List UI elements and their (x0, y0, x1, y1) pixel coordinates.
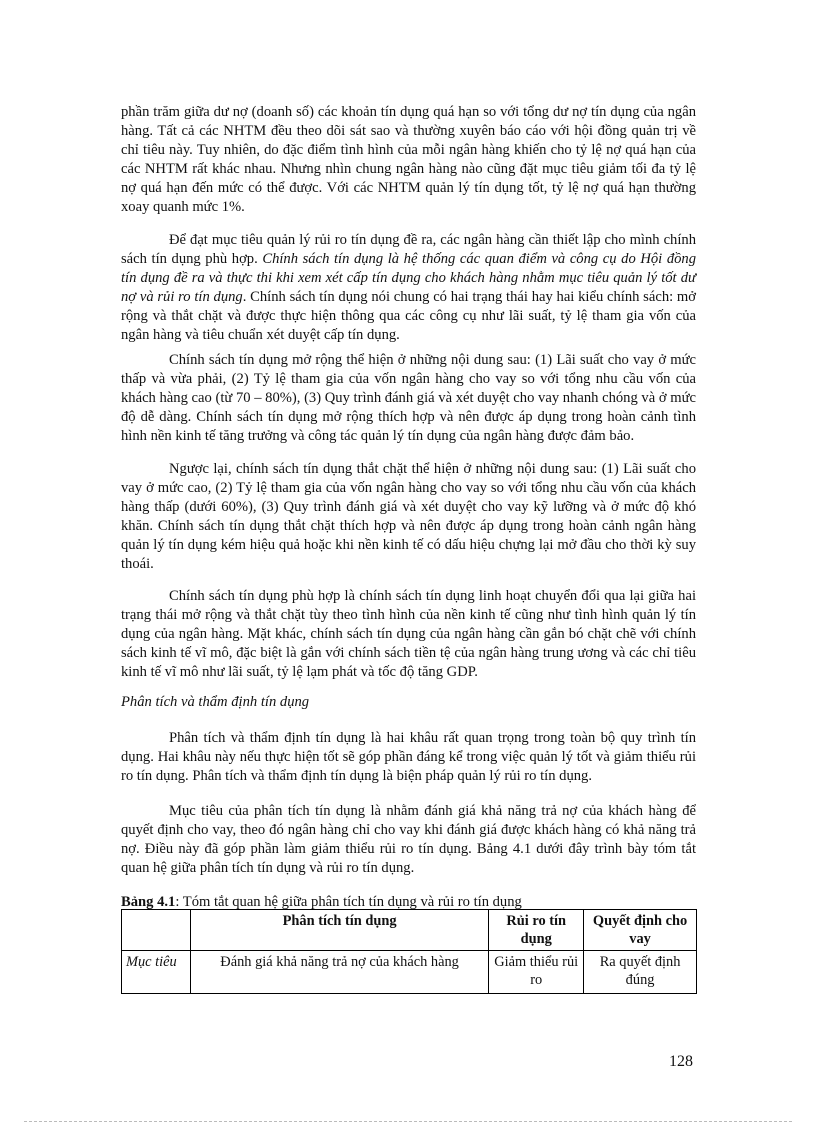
paragraph-credit-policy-definition (121, 231, 696, 345)
paragraph-tight-policy: Ngược lại, chính sách tín dụng thắt chặt thể hiện ở những nội dung sau: (1) Lãi suất cho vay ở mức cao, (2) Tỷ lệ tham gia của vốn ngân hàng cho vay so với tổng nhu cầu vốn của khách hàng thấp (dưới 60%), (3) Quy trình đánh giá và xét duyệt cho vay kỹ lưỡng và ở mức độ khó khăn. Chính sách tín dụng thắt chặt thích hợp và nên được áp dụng trong hoàn cảnh ngân hàng quản lý tín dụng kém hiệu quả hoặc khi nền kinh tế có dấu hiệu chựng lại mở đầu cho thời kỳ suy thoái. (121, 461, 696, 572)
policy-definition-italic: Chính sách tín dụng là hệ thống các quan điểm và công cụ do Hội đồng tín dụng đề ra và thực thi khi xem xét cấp tín dụng cho khách hàng nhằm mục tiêu quản lý tốt dư nợ và rủi ro tín dụng (121, 251, 697, 305)
paragraph-expansionary-policy: Chính sách tín dụng mở rộng thể hiện ở những nội dung sau: (1) Lãi suất cho vay ở mức thấp và vừa phải, (2) Tỷ lệ tham gia của vốn ngân hàng cho vay so với tổng nhu cầu vốn của khách hàng cao (từ 70 – 80%), (3) Quy trình đánh giá và xét duyệt cho vay nhanh chóng và ở mức độ dễ dàng. Chính sách tín dụng mở rộng thích hợp và nên được áp dụng trong hoàn cảnh tình hình nền kinh tế tăng trưởng và công tác quản lý tín dụng của ngân hàng được đảm bảo. (121, 352, 696, 444)
table-cell: Ra quyết định đúng (584, 951, 697, 994)
section-heading: Phân tích và thẩm định tín dụng (121, 694, 310, 710)
page-bottom-divider (24, 1121, 792, 1122)
page-number: 128 (669, 1053, 693, 1070)
table-header-cell: Phân tích tín dụng (190, 910, 488, 951)
paragraph-overdue-debt-ratio: phần trăm giữa dư nợ (doanh số) các khoản tín dụng quá hạn so với tổng dư nợ tín dụng của ngân hàng. Tất cả các NHTM đều theo dõi sát sao và thường xuyên báo cáo với hội đồng quản trị về chỉ tiêu này. Tuy nhiên, do đặc điểm tình hình của mỗi ngân hàng khiến cho tỷ lệ nợ quá hạn của các NHTM rất khác nhau. Nhưng nhìn chung ngân hàng nào cũng đặt mục tiêu giảm tối đa tỷ lệ nợ quá hạn đến mức có thể được. Với các NHTM quản lý tín dụng tốt, tỷ lệ nợ quá hạn thường xoay quanh mức 1%. (121, 104, 696, 215)
table-caption-text: : Tóm tắt quan hệ giữa phân tích tín dụng và rủi ro tín dụng (175, 894, 522, 910)
table-row-label: Mục tiêu (122, 951, 191, 994)
table-cell: Đánh giá khả năng trả nợ của khách hàng (190, 951, 488, 994)
table-row (122, 951, 697, 994)
table-cell: Giảm thiểu rủi ro (489, 951, 584, 994)
table-header-row (122, 910, 697, 951)
paragraph-analysis-objective: Mục tiêu của phân tích tín dụng là nhằm đánh giá khả năng trả nợ của khách hàng để quyết định cho vay, theo đó ngân hàng chỉ cho vay khi đánh giá được khách hàng có khả năng trả nợ. Điều này đã góp phần làm giảm thiểu rủi ro tín dụng. Bảng 4.1 dưới đây trình bày tóm tắt quan hệ giữa phân tích tín dụng và rủi ro tín dụng. (121, 803, 696, 876)
paragraph-appropriate-policy: Chính sách tín dụng phù hợp là chính sách tín dụng linh hoạt chuyển đổi qua lại giữa hai trạng thái mở rộng và thắt chặt tùy theo tình hình của nền kinh tế cũng như tình hình quản lý tín dụng của ngân hàng. Mặt khác, chính sách tín dụng của ngân hàng cần gắn bó chặt chẽ với chính sách kinh tế vĩ mô, đặc biệt là gắn với chính sách tiền tệ của ngân hàng trung ương và các chỉ tiêu kinh tế vĩ mô như lãi suất, tỷ lệ lạm phát và tốc độ tăng GDP. (121, 588, 696, 680)
credit-analysis-table (121, 909, 697, 994)
paragraph-credit-analysis: Phân tích và thẩm định tín dụng là hai khâu rất quan trọng trong toàn bộ quy trình tín dụng. Hai khâu này nếu thực hiện tốt sẽ góp phần đáng kể trong việc quản lý tốt và giảm thiểu rủi ro tín dụng. Phân tích và thẩm định tín dụng là biện pháp quản lý rủi ro tín dụng. (121, 730, 696, 784)
table-caption-label: Bảng 4.1 (121, 894, 176, 910)
table-header-cell: Rủi ro tín dụng (489, 910, 584, 951)
table-header-cell: Quyết định cho vay (584, 910, 697, 951)
paragraph-text: Để đạt mục tiêu quản lý rủi ro tín dụng đề ra, các ngân hàng cần thiết lập cho mình chính sách tín dụng phù hợp. (121, 232, 696, 267)
table-header-cell (122, 910, 191, 951)
paragraph-text: . Chính sách tín dụng nói chung có hai trạng thái hay hai kiểu chính sách: mở rộng và thắt chặt và được thực hiện thông qua các công cụ như lãi suất, tỷ lệ tham gia vốn của ngân hàng và tiêu chuẩn xét duyệt cấp tín dụng. (121, 289, 696, 343)
